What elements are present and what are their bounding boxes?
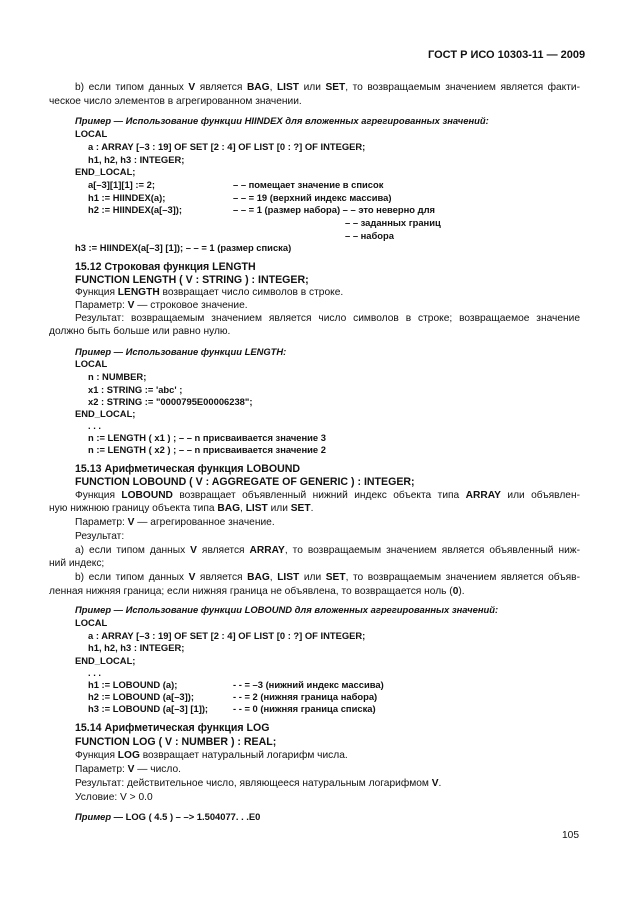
code-line: x2 : STRING := "0000795E00006238";: [88, 396, 253, 407]
code-line: h1 := HIINDEX(a);: [88, 192, 166, 203]
code-line: h1, h2, h3 : INTEGER;: [88, 642, 185, 653]
paragraph-line: b) если типом данных V является BAG, LIST или SET, то возвращаемым значением является факти-: [75, 82, 580, 93]
code-line: a : ARRAY [–3 : 19] OF SET [2 : 4] OF LIST [0 : ?] OF INTEGER;: [88, 630, 366, 641]
code-line: x1 : STRING := 'abc' ;: [88, 384, 183, 395]
paragraph-line: Параметр: V — число.: [75, 764, 181, 775]
example-caption: Пример — Использование функции LENGTH:: [75, 346, 287, 357]
paragraph-line: Параметр: V — агрегированное значение.: [75, 517, 275, 528]
code-line: LOCAL: [75, 358, 108, 369]
paragraph-line: Параметр: V — строковое значение.: [75, 300, 248, 311]
code-comment: – – = 1 (размер набора) – – это неверно для: [233, 204, 435, 215]
code-line: END_LOCAL;: [75, 166, 136, 177]
code-line: n := LENGTH ( x1 ) ; – – n присваивается значение 3: [88, 432, 326, 443]
code-line: h3 := LOBOUND (a[–3] [1]);: [88, 703, 209, 714]
code-line: h2 := LOBOUND (a[–3]);: [88, 691, 194, 702]
code-comment: – – помещает значение в список: [233, 179, 384, 190]
paragraph-line: Результат:: [75, 531, 125, 542]
code-line: h1, h2, h3 : INTEGER;: [88, 154, 185, 165]
paragraph-line: Условие: V > 0.0: [75, 792, 153, 803]
paragraph-line: должно быть больше или равно нулю.: [49, 326, 231, 337]
code-line: a : ARRAY [–3 : 19] OF SET [2 : 4] OF LIST [0 : ?] OF INTEGER;: [88, 141, 366, 152]
section-heading: 15.13 Арифметическая функция LOBOUND: [75, 463, 301, 475]
code-line: . . .: [88, 667, 102, 678]
paragraph-line: Результат: возвращаемым значением является число символов в строке; возвращаемое значение: [75, 313, 580, 324]
function-signature: FUNCTION LOG ( V : NUMBER ) : REAL;: [75, 736, 277, 748]
example-caption: Пример — Использование функции HIINDEX для вложенных агрегированных значений:: [75, 115, 489, 126]
code-line: n := LENGTH ( x2 ) ; – – n присваивается значение 2: [88, 444, 326, 455]
paragraph-line: Функция LOG возвращает натуральный логарифм числа.: [75, 750, 348, 761]
paragraph-line: Функция LOBOUND возвращает объявленный нижний индекс объекта типа ARRAY или объявлен-: [75, 490, 580, 501]
section-heading: 15.12 Строковая функция LENGTH: [75, 261, 256, 273]
paragraph-line: ний индекс;: [49, 558, 105, 569]
example-line: Пример — LOG ( 4.5 ) – –> 1.504077. . .E0: [75, 811, 261, 822]
section-heading: 15.14 Арифметическая функция LOG: [75, 722, 270, 734]
code-comment: - - = –3 (нижний индекс массива): [233, 679, 384, 690]
code-comment: – – = 19 (верхний индекс массива): [233, 192, 392, 203]
paragraph-line: a) если типом данных V является ARRAY, то возвращаемым значением является объявленный ниж-: [75, 545, 580, 556]
code-line: h3 := HIINDEX(a[–3] [1]); – – = 1 (размер списка): [75, 242, 292, 253]
paragraph-line: b) если типом данных V является BAG, LIST или SET, то возвращаемым значением является объяв-: [75, 572, 580, 583]
code-comment: – – набора: [345, 230, 394, 241]
example-caption: Пример — Использование функции LOBOUND для вложенных агрегированных значений:: [75, 604, 499, 615]
paragraph-line: Результат: действительное число, являющееся натуральным логарифмом V.: [75, 778, 442, 789]
code-comment: - - = 2 (нижняя граница набора): [233, 691, 378, 702]
paragraph-line: ленная нижняя граница; если нижняя граница не объявлена, то возвращается ноль (0).: [49, 586, 465, 597]
page-number: 105: [562, 830, 579, 841]
code-line: h1 := LOBOUND (a);: [88, 679, 178, 690]
code-comment: - - = 0 (нижняя граница списка): [233, 703, 376, 714]
code-line: END_LOCAL;: [75, 655, 136, 666]
paragraph-line: Функция LENGTH возвращает число символов в строке.: [75, 287, 344, 298]
code-line: LOCAL: [75, 128, 108, 139]
code-line: h2 := HIINDEX(a[–3]);: [88, 204, 183, 215]
function-signature: FUNCTION LENGTH ( V : STRING ) : INTEGER;: [75, 274, 309, 286]
function-signature: FUNCTION LOBOUND ( V : AGGREGATE OF GENERIC ) : INTEGER;: [75, 476, 415, 488]
code-line: a[–3][1][1] := 2;: [88, 179, 155, 190]
code-line: n : NUMBER;: [88, 371, 147, 382]
paragraph-line: ческое число элементов в агрегированном значении.: [49, 96, 302, 107]
code-line: . . .: [88, 420, 102, 431]
code-line: LOCAL: [75, 617, 108, 628]
code-comment: – – заданных границ: [345, 217, 441, 228]
paragraph-line: ную нижнюю границу объекта типа BAG, LIST или SET.: [49, 503, 314, 514]
code-line: END_LOCAL;: [75, 408, 136, 419]
document-header: ГОСТ Р ИСО 10303-11 — 2009: [428, 49, 586, 61]
